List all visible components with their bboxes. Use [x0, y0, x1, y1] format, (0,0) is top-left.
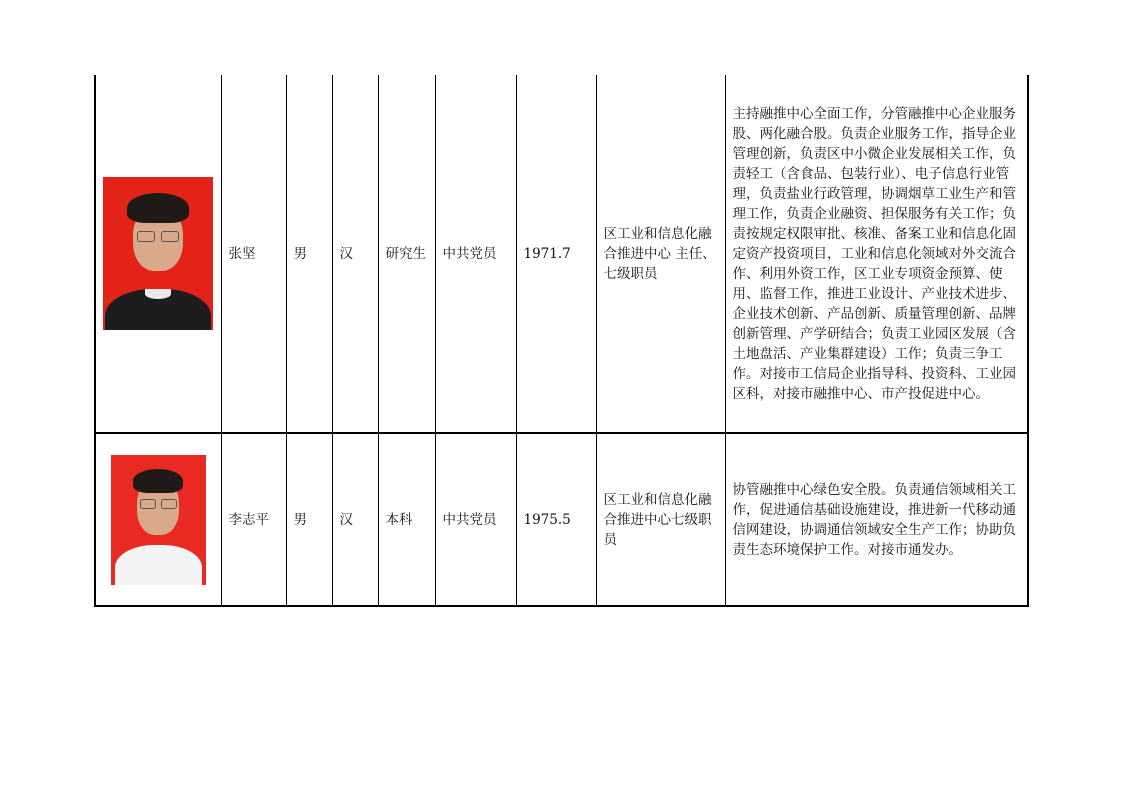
birth-date-cell: 1971.7 [516, 75, 596, 433]
photo-cell [95, 75, 221, 433]
portrait-photo [103, 177, 213, 330]
ethnicity-cell: 汉 [332, 433, 378, 606]
gender-cell: 男 [286, 75, 332, 433]
education-cell: 本科 [378, 433, 435, 606]
birth-date-cell: 1975.5 [516, 433, 596, 606]
gender-cell: 男 [286, 433, 332, 606]
photo-cell [95, 433, 221, 606]
portrait-photo [111, 455, 206, 585]
name-cell: 李志平 [221, 433, 286, 606]
duties-cell: 协管融推中心绿色安全股。负责通信领域相关工作，促进通信基础设施建设，推进新一代移动通信网建设，协调通信领域安全生产工作；协助负责生态环境保护工作。对接市通发办。 [725, 433, 1028, 606]
duties-cell: 主持融推中心全面工作，分管融推中心企业服务股、两化融合股。负责企业服务工作，指导企业管理创新，负责区中小微企业发展相关工作，负责轻工（含食品、包装行业）、电子信息行业管理，负责盐业行政管理，协调烟草工业生产和管理工作，负责企业融资、担保服务有关工作；负责按规定权限审批、核准、备案工业和信息化固定资产投资项目，工业和信息化领域对外交流合作、利用外资工作，区工业专项资金预算、使用、监督工作，推进工业设计、产业技术进步、企业技术创新、产品创新、质量管理创新、品牌创新管理、产学研结合；负责工业园区发展（含土地盘活、产业集群建设）工作；负责三争工作。对接市工信局企业指导科、投资科、工业园区科，对接市融推中心、市产投促进中心。 [725, 75, 1028, 433]
table-row [95, 433, 1028, 606]
party-cell: 中共党员 [435, 433, 516, 606]
party-cell: 中共党员 [435, 75, 516, 433]
education-cell: 研究生 [378, 75, 435, 433]
position-cell: 区工业和信息化融合推进中心 主任、七级职员 [596, 75, 725, 433]
position-cell: 区工业和信息化融合推进中心七级职员 [596, 433, 725, 606]
table-row [95, 75, 1028, 433]
name-cell: 张坚 [221, 75, 286, 433]
personnel-table [94, 75, 1029, 607]
ethnicity-cell: 汉 [332, 75, 378, 433]
